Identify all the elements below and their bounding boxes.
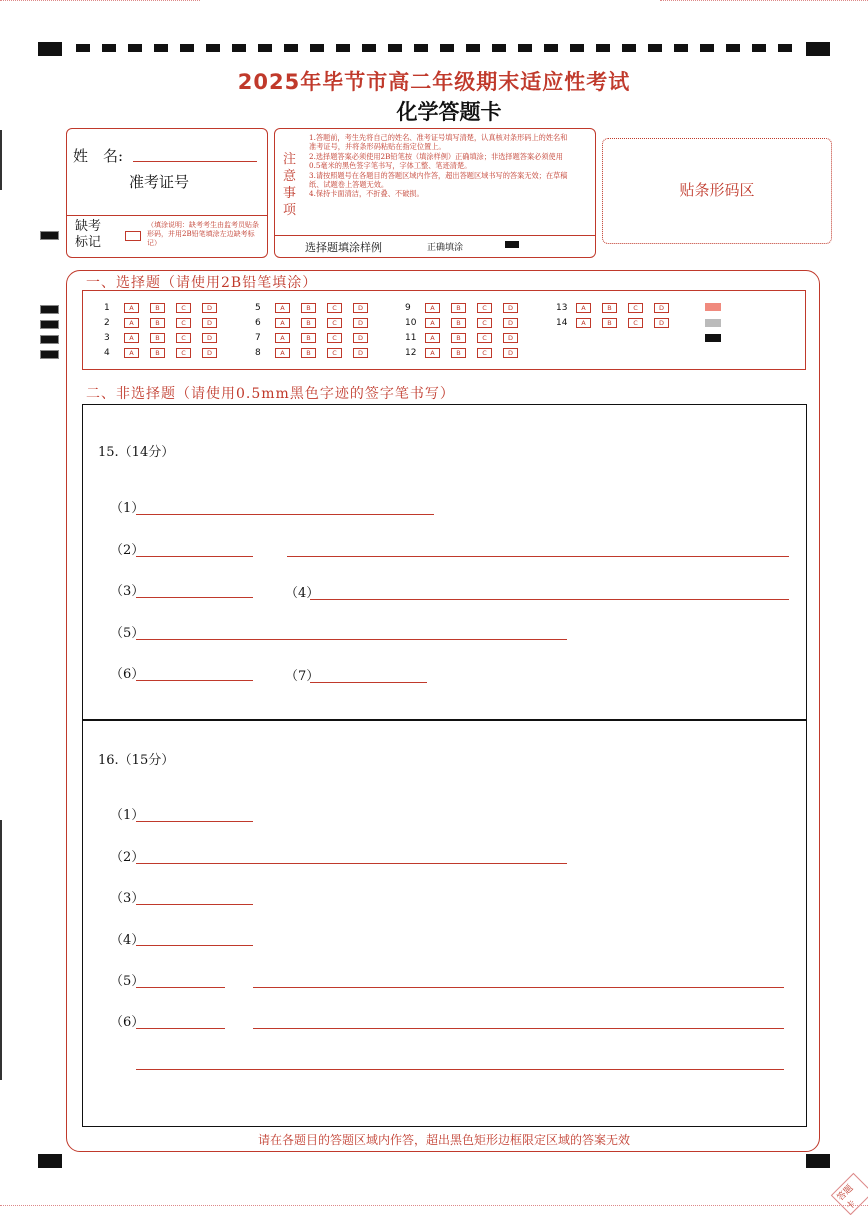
left-edge-bar xyxy=(0,130,2,190)
choice-question-number: 8 xyxy=(255,348,261,358)
q15-part6-line[interactable] xyxy=(136,680,253,681)
notice-side-label xyxy=(283,151,297,219)
choice-question-row xyxy=(255,318,379,329)
choice-bubble-c[interactable]: C xyxy=(327,333,342,343)
choice-bubble-b[interactable]: B xyxy=(150,303,165,313)
absent-note: （填涂说明：缺考考生由监考员贴条形码，并用2B铅笔填涂左边缺考标记） xyxy=(147,221,259,247)
choice-bubble-d[interactable]: D xyxy=(503,333,518,343)
choice-question-row xyxy=(556,303,680,314)
choice-bubble-a[interactable]: A xyxy=(275,348,290,358)
choice-bubble-a[interactable]: A xyxy=(124,348,139,358)
choice-bubble-d[interactable]: D xyxy=(353,348,368,358)
q16-part1-line[interactable] xyxy=(136,821,253,822)
left-edge-bar xyxy=(0,820,2,1080)
choice-question-number: 7 xyxy=(255,333,261,343)
barcode-label: 贴条形码区 xyxy=(679,181,755,199)
absent-label-line2: 标记 xyxy=(75,235,102,250)
q15-part4-label: （4） xyxy=(285,586,320,601)
sample-label: 选择题填涂样例 xyxy=(305,241,382,254)
choice-bubble-d[interactable]: D xyxy=(353,303,368,313)
notice-divider xyxy=(275,235,595,236)
choice-question-row xyxy=(255,303,379,314)
choice-bubble-b[interactable]: B xyxy=(451,303,466,313)
corner-stamp: 答题卡 xyxy=(831,1173,868,1215)
choice-bubble-a[interactable]: A xyxy=(425,348,440,358)
notice-item: 1.答题前，考生先将自己的姓名、准考证号填写清楚，认真核对条形码上的姓名和准考证号，并将条形码粘贴在指定位置上。 xyxy=(309,133,568,152)
choice-bubble-b[interactable]: B xyxy=(602,303,617,313)
notice-side-char: 意 xyxy=(283,169,297,184)
choice-bubble-a[interactable]: A xyxy=(275,318,290,328)
choice-question-row xyxy=(104,348,228,359)
q15-part2-line-a[interactable] xyxy=(136,556,253,557)
q15-part3-line[interactable] xyxy=(136,597,253,598)
subject-title: 化学答题卡 xyxy=(396,100,502,124)
choice-bubble-b[interactable]: B xyxy=(150,318,165,328)
q15-answer-box[interactable] xyxy=(82,404,807,721)
choice-question-number: 2 xyxy=(104,318,110,328)
choice-question-row xyxy=(104,333,228,344)
q16-part3-label: （3） xyxy=(110,891,145,906)
choice-bubble-b[interactable]: B xyxy=(301,303,316,313)
choice-bubble-b[interactable]: B xyxy=(451,348,466,358)
gray-swatch xyxy=(705,319,721,327)
choice-question-number: 5 xyxy=(255,303,261,313)
q16-part2-line[interactable] xyxy=(136,863,567,864)
notice-box xyxy=(274,128,596,258)
choice-bubble-c[interactable]: C xyxy=(477,318,492,328)
choice-bubble-c[interactable]: C xyxy=(327,318,342,328)
exam-id-label: 准考证号 xyxy=(129,173,190,191)
choice-bubble-a[interactable]: A xyxy=(124,303,139,313)
choice-bubble-d[interactable]: D xyxy=(654,303,669,313)
absent-label-line1: 缺考 xyxy=(75,219,102,234)
q16-part6-line-c[interactable] xyxy=(136,1069,784,1070)
choice-bubble-c[interactable]: C xyxy=(628,303,643,313)
choice-bubble-b[interactable]: B xyxy=(150,348,165,358)
q16-answer-box[interactable] xyxy=(82,719,807,1127)
choice-bubble-b[interactable]: B xyxy=(451,333,466,343)
row-timing-mark xyxy=(40,320,59,329)
timing-mark-bottom-left xyxy=(38,1154,62,1168)
notice-item: 3.请按照题号在各题目的答题区域内作答，超出答题区域书写的答案无效；在草稿纸、试题卷上答题无效。 xyxy=(309,170,568,190)
choice-bubble-d[interactable]: D xyxy=(202,333,217,343)
choice-bubble-a[interactable]: A xyxy=(425,303,440,313)
top-dotted-border-left xyxy=(0,0,200,2)
notice-item: 2.选择题答案必须使用2B铅笔按（填涂样例）正确填涂；非选择题答案必须使用0.5毫米的黑色签字笔书写，字体工整、笔迹清楚。 xyxy=(309,151,563,171)
absent-label xyxy=(75,219,101,251)
notice-side-char: 注 xyxy=(283,152,297,167)
q15-part5-label: （5） xyxy=(110,626,145,641)
q15-part7-label: （7） xyxy=(285,669,320,684)
section2-heading: 二、非选择题（请使用0.5mm黑色字迹的签字笔书写） xyxy=(86,386,455,402)
choice-question-number: 10 xyxy=(405,318,417,328)
choice-bubble-d[interactable]: D xyxy=(202,348,217,358)
choice-bubble-d[interactable]: D xyxy=(353,318,368,328)
choice-bubble-c[interactable]: C xyxy=(327,303,342,313)
choice-bubble-a[interactable]: A xyxy=(275,333,290,343)
q15-part7-line[interactable] xyxy=(310,682,427,683)
choice-question-number: 1 xyxy=(104,303,110,313)
notice-side-char: 项 xyxy=(283,203,297,218)
choice-bubble-b[interactable]: B xyxy=(150,333,165,343)
choice-bubble-c[interactable]: C xyxy=(176,333,191,343)
choice-bubble-b[interactable]: B xyxy=(451,318,466,328)
choice-bubble-d[interactable]: D xyxy=(654,318,669,328)
correct-fill-sample xyxy=(505,241,519,248)
barcode-area xyxy=(602,138,832,244)
row-timing-mark xyxy=(40,335,59,344)
choice-question-number: 3 xyxy=(104,333,110,343)
timing-track-top xyxy=(76,44,802,52)
choice-bubble-c[interactable]: C xyxy=(327,348,342,358)
q15-part4-line[interactable] xyxy=(310,599,789,600)
choice-bubble-b[interactable]: B xyxy=(301,333,316,343)
choice-bubble-c[interactable]: C xyxy=(477,303,492,313)
choice-bubble-a[interactable]: A xyxy=(425,318,440,328)
choice-bubble-a[interactable]: A xyxy=(124,333,139,343)
footer-note: 请在各题目的答题区域内作答，超出黑色矩形边框限定区域的答案无效 xyxy=(257,1133,630,1147)
pink-swatch xyxy=(705,303,721,311)
q15-part6-label: （6） xyxy=(110,667,145,682)
choice-bubble-a[interactable]: A xyxy=(576,318,591,328)
choice-bubble-c[interactable]: C xyxy=(176,318,191,328)
timing-mark-top-right xyxy=(806,42,830,56)
timing-mark-top-left xyxy=(38,42,62,56)
q15-part5-line[interactable] xyxy=(136,639,567,640)
exam-title: 2025年毕节市高二年级期末适应性考试 xyxy=(237,70,631,94)
choice-question-row xyxy=(405,333,529,344)
top-dotted-border-right xyxy=(660,0,868,2)
choice-bubble-c[interactable]: C xyxy=(628,318,643,328)
choice-question-row xyxy=(255,348,379,359)
choice-question-number: 13 xyxy=(556,303,568,313)
choice-question-row xyxy=(104,303,228,314)
q16-part5-label: （5） xyxy=(110,974,145,989)
absent-timing-mark xyxy=(40,231,59,240)
student-info-box xyxy=(66,128,268,258)
choice-question-row xyxy=(405,318,529,329)
choice-bubble-c[interactable]: C xyxy=(477,333,492,343)
choice-bubble-d[interactable]: D xyxy=(353,333,368,343)
choice-question-row xyxy=(556,318,680,329)
choice-bubble-b[interactable]: B xyxy=(301,318,316,328)
choice-bubble-a[interactable]: A xyxy=(275,303,290,313)
q16-part3-line[interactable] xyxy=(136,904,253,905)
q16-part6-line-b[interactable] xyxy=(253,1028,784,1029)
correct-fill-label: 正确填涂 xyxy=(427,243,464,253)
q16-part2-label: （2） xyxy=(110,850,145,865)
row-timing-mark xyxy=(40,350,59,359)
notice-side-char: 事 xyxy=(283,186,297,201)
divider xyxy=(67,215,267,216)
choice-question-number: 11 xyxy=(405,333,417,343)
black-swatch xyxy=(705,334,721,342)
q16-part5-line-a[interactable] xyxy=(136,987,225,988)
q16-title: 16.（15分） xyxy=(98,753,175,768)
q15-part1-line[interactable] xyxy=(136,514,434,515)
choice-bubble-b[interactable]: B xyxy=(301,348,316,358)
q15-part2-label: （2） xyxy=(110,543,145,558)
q15-part1-label: （1） xyxy=(110,501,145,516)
choice-bubble-c[interactable]: C xyxy=(176,303,191,313)
q15-title: 15.（14分） xyxy=(98,445,175,460)
name-label: 姓 名: xyxy=(73,147,124,165)
section1-heading: 一、选择题（请使用2B铅笔填涂） xyxy=(86,275,318,291)
choice-bubble-d[interactable]: D xyxy=(202,303,217,313)
q16-part5-line-b[interactable] xyxy=(253,987,784,988)
name-field[interactable] xyxy=(133,161,257,162)
choice-bubble-a[interactable]: A xyxy=(124,318,139,328)
choice-bubble-c[interactable]: C xyxy=(477,348,492,358)
q16-part1-label: （1） xyxy=(110,808,145,823)
choice-question-row xyxy=(104,318,228,329)
choice-question-number: 9 xyxy=(405,303,411,313)
choice-bubble-d[interactable]: D xyxy=(503,303,518,313)
choice-question-number: 6 xyxy=(255,318,261,328)
choice-question-row xyxy=(255,333,379,344)
choice-bubble-a[interactable]: A xyxy=(425,333,440,343)
q15-part3-label: （3） xyxy=(110,584,145,599)
choice-question-number: 12 xyxy=(405,348,417,358)
choice-question-row xyxy=(405,348,529,359)
absent-mark-bubble[interactable] xyxy=(125,231,141,241)
q16-part4-label: （4） xyxy=(110,933,145,948)
row-timing-mark xyxy=(40,305,59,314)
choice-bubble-a[interactable]: A xyxy=(576,303,591,313)
choice-question-number: 4 xyxy=(104,348,110,358)
choice-question-row xyxy=(405,303,529,314)
choice-bubble-c[interactable]: C xyxy=(176,348,191,358)
q16-part6-label: （6） xyxy=(110,1015,145,1030)
choice-question-number: 14 xyxy=(556,318,568,328)
notice-item: 4.保持卡面清洁，不折叠、不破损。 xyxy=(309,189,424,199)
q16-part4-line[interactable] xyxy=(136,945,253,946)
bottom-dotted-border xyxy=(0,1205,868,1206)
choice-bubble-b[interactable]: B xyxy=(602,318,617,328)
choice-bubble-d[interactable]: D xyxy=(503,348,518,358)
notice-items xyxy=(309,133,571,199)
q16-part6-line-a[interactable] xyxy=(136,1028,225,1029)
choice-bubble-d[interactable]: D xyxy=(503,318,518,328)
q15-part2-line-b[interactable] xyxy=(287,556,789,557)
choice-bubble-d[interactable]: D xyxy=(202,318,217,328)
timing-mark-bottom-right xyxy=(806,1154,830,1168)
